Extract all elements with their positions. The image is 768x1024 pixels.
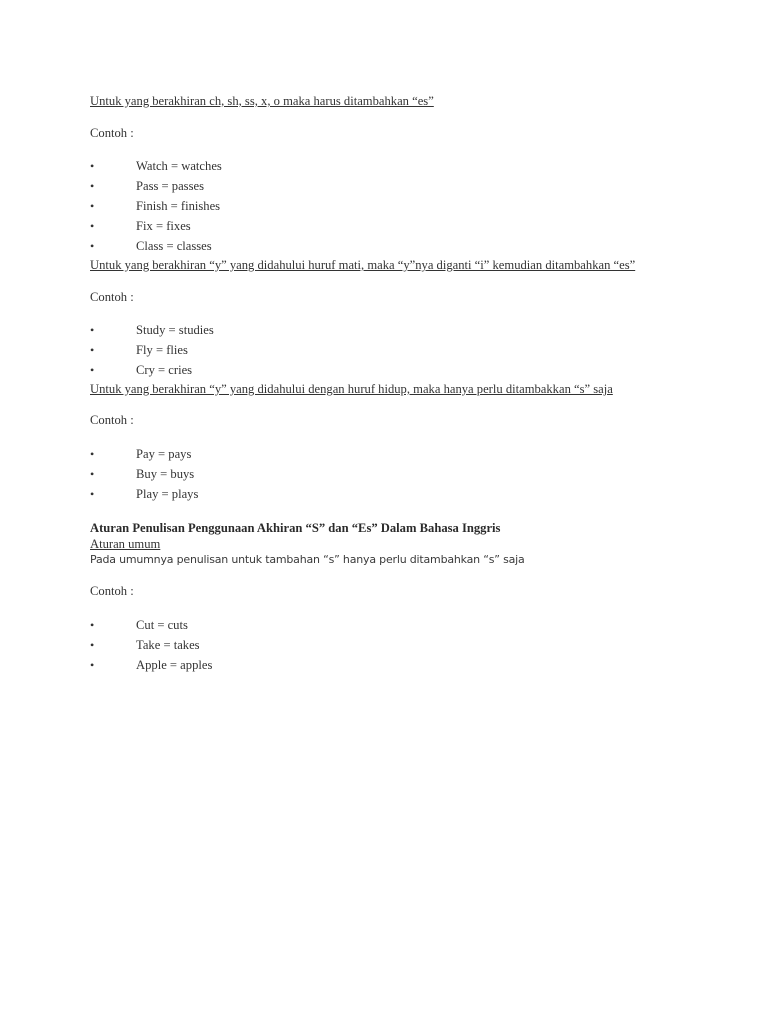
list-item: Fix = fixes	[136, 219, 191, 233]
rules-subtitle: Aturan umum	[90, 537, 161, 551]
bullet: •	[90, 343, 95, 357]
bullet: •	[90, 239, 95, 253]
section-3-heading: Untuk yang berakhiran “y” yang didahului dengan huruf hidup, maka hanya perlu ditambakkan “s” saja	[90, 382, 613, 396]
list-item: Apple = apples	[136, 658, 213, 672]
bullet: •	[90, 323, 95, 337]
section-1-heading: Untuk yang berakhiran ch, sh, ss, x, o maka harus ditambahkan “es”	[90, 94, 434, 108]
bullet: •	[90, 638, 95, 652]
list-item: Play = plays	[136, 487, 199, 501]
bullet: •	[90, 658, 95, 672]
rules-text: Pada umumnya penulisan untuk tambahan “s” hanya perlu ditambahkan “s” saja	[90, 553, 525, 566]
list-item: Class = classes	[136, 239, 212, 253]
bullet: •	[90, 447, 95, 461]
list-item: Cut = cuts	[136, 618, 188, 632]
bullet: •	[90, 179, 95, 193]
section-2-example-label: Contoh :	[90, 290, 134, 304]
list-item: Cry = cries	[136, 363, 193, 377]
bullet: •	[90, 219, 95, 233]
list-item: Finish = finishes	[136, 199, 221, 213]
bullet: •	[90, 159, 95, 173]
list-item: Watch = watches	[136, 159, 222, 173]
list-item: Take = takes	[136, 638, 200, 652]
bullet: •	[90, 467, 95, 481]
section-3-example-label: Contoh :	[90, 413, 134, 427]
list-item: Buy = buys	[136, 467, 195, 481]
bullet: •	[90, 199, 95, 213]
bullet: •	[90, 618, 95, 632]
list-item: Fly = flies	[136, 343, 188, 357]
list-item: Pass = passes	[136, 179, 204, 193]
rules-title: Aturan Penulisan Penggunaan Akhiran “S” dan “Es” Dalam Bahasa Inggris	[90, 521, 501, 535]
bullet: •	[90, 487, 95, 501]
section-2-heading: Untuk yang berakhiran “y” yang didahului huruf mati, maka “y”nya diganti “i” kemudian ditambahkan “es”	[90, 258, 636, 272]
list-item: Study = studies	[136, 323, 214, 337]
section-1-example-label: Contoh :	[90, 126, 134, 140]
list-item: Pay = pays	[136, 447, 192, 461]
rules-example-label: Contoh :	[90, 584, 134, 598]
bullet: •	[90, 363, 95, 377]
